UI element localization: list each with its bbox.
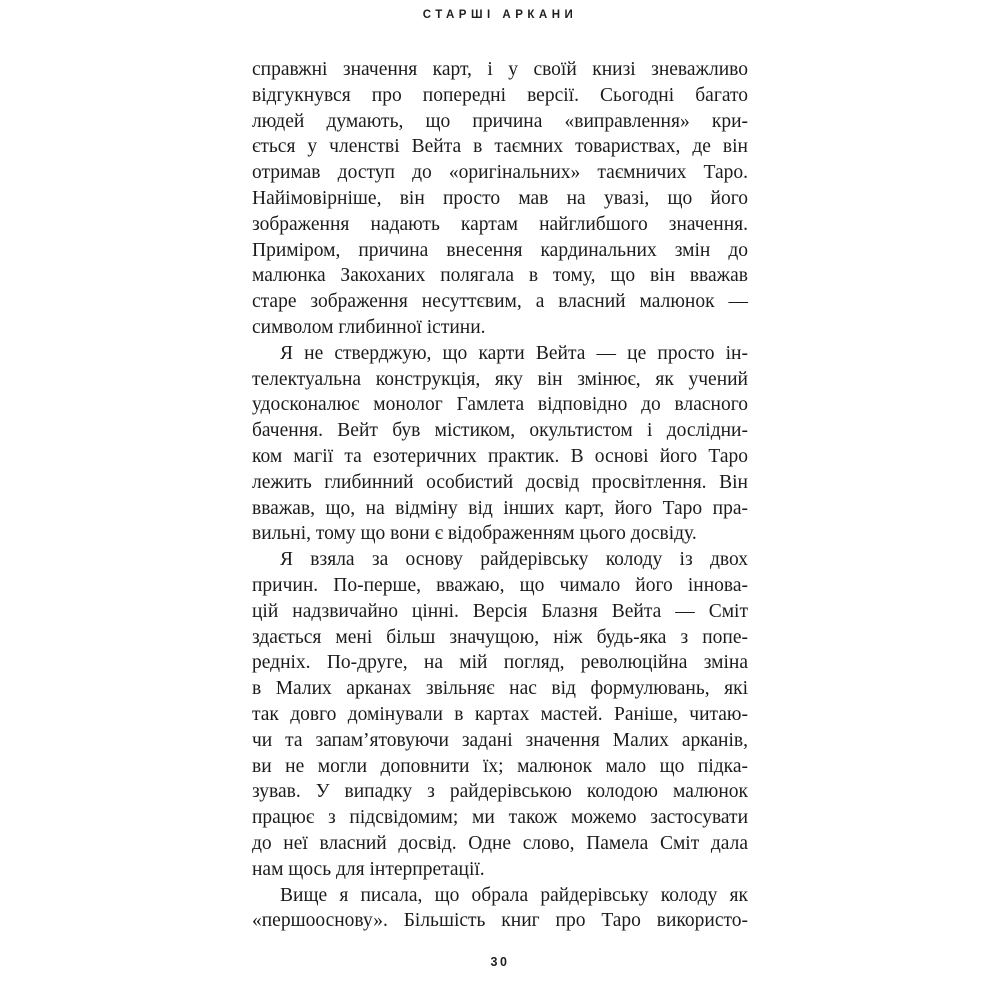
- body-text: [252, 57, 748, 934]
- text-line: зував. У випадку з райдерівською колодою малюнок: [252, 781, 748, 803]
- text-line: Вище я писала, що обрала райдерівську колоду як: [280, 884, 748, 906]
- text-line: чи та запам’ятовуючи задані значення Малих арканів,: [252, 729, 748, 751]
- text-line: Приміром, причина внесення кардинальних змін до: [252, 239, 748, 261]
- text-line: ється у членстві Вейта в таємних товариствах, де він: [252, 136, 748, 158]
- text-line: Я взяла за основу райдерівську колоду із двох: [280, 549, 748, 571]
- text-line: Я не стверджую, що карти Вейта — це просто ін-: [280, 342, 748, 364]
- text-line: телектуальна конструкція, яку він змінює, як учений: [252, 368, 748, 390]
- text-line: людей думають, що причина «виправлення» кри-: [252, 110, 748, 132]
- text-line: нам щось для інтерпретації.: [252, 858, 485, 880]
- text-line: в Малих арканах звільняє нас від формулювань, які: [252, 678, 748, 700]
- text-line: вважав, що, на відміну від інших карт, його Таро пра-: [252, 497, 748, 519]
- text-line: цій надзвичайно цінні. Версія Блазня Вейта — Сміт: [252, 600, 748, 622]
- text-line: здається мені більш значущою, ніж будь-яка з попе-: [252, 626, 748, 648]
- text-line: зображення надають картам найглибшого значення.: [252, 213, 748, 235]
- text-line: Найімовірніше, він просто мав на увазі, що його: [252, 187, 748, 209]
- text-line: малюнка Закоханих полягала в тому, що він вважав: [252, 265, 748, 287]
- page-number: 30: [490, 955, 510, 969]
- text-line: «першооснову». Більшість книг про Таро використо-: [252, 910, 748, 932]
- text-line: символом глибинної істини.: [252, 316, 486, 338]
- text-line: ви не могли доповнити їх; малюнок мало що підка-: [252, 755, 748, 777]
- text-line: до неї власний досвід. Одне слово, Памела Сміт дала: [252, 832, 748, 854]
- text-line: працює з підсвідомим; ми також можемо застосувати: [252, 807, 748, 829]
- text-line: ком магії та езотеричних практик. В основі його Таро: [252, 445, 748, 467]
- text-line: причин. По-перше, вважаю, що чимало його іннова-: [252, 574, 748, 596]
- text-line: отримав доступ до «оригінальних» таємничих Таро.: [252, 162, 748, 184]
- text-line: так довго домінували в картах мастей. Раніше, читаю-: [252, 703, 748, 725]
- text-line: вильні, тому що вони є відображенням цього досвіду.: [252, 523, 697, 545]
- running-head: СТАРШІ АРКАНИ: [422, 9, 578, 21]
- text-line: старе зображення несуттєвим, а власний малюнок —: [252, 291, 748, 313]
- text-line: відгукнувся про попередні версії. Сьогодні багато: [252, 84, 748, 106]
- text-line: справжні значення карт, і у своїй книзі зневажливо: [252, 59, 748, 80]
- text-line: лежить глибинний особистий досвід просвітлення. Він: [252, 471, 748, 493]
- text-line: бачення. Вейт був містиком, окультистом і дослідни-: [252, 420, 748, 442]
- text-line: удосконалює монолог Гамлета відповідно до власного: [252, 394, 748, 416]
- text-line: редніх. По-друге, на мій погляд, революційна зміна: [252, 652, 748, 674]
